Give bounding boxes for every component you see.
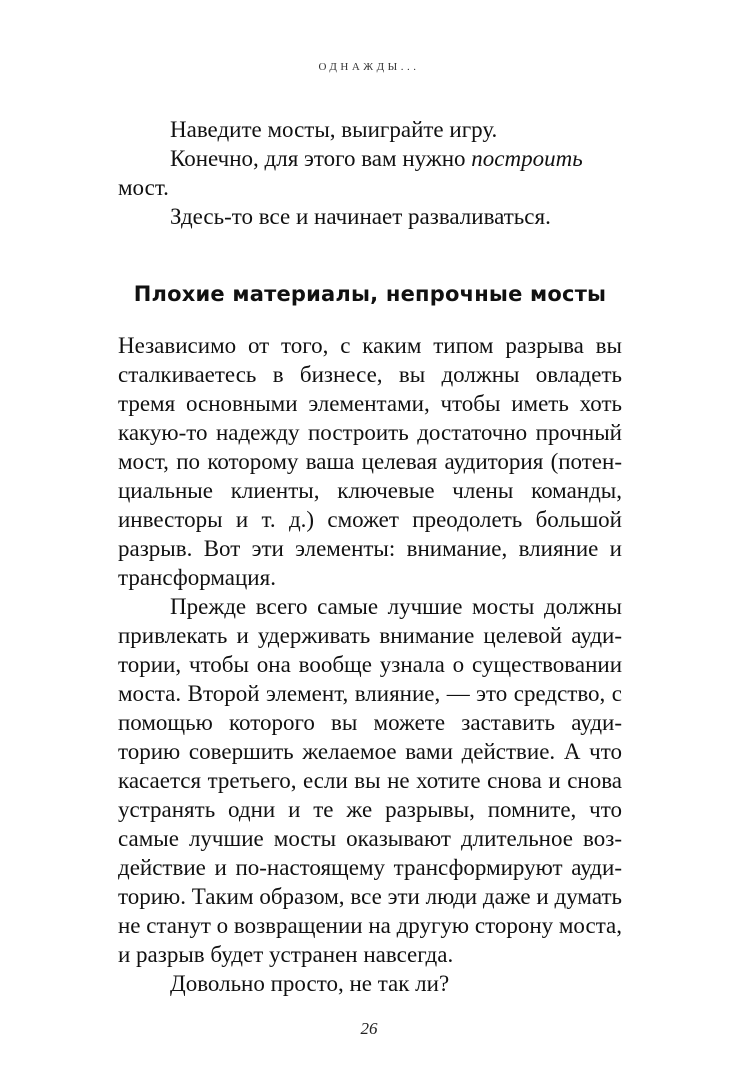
intro-p2-end: мост.: [118, 175, 169, 200]
intro-block: [118, 115, 622, 231]
body-paragraph-1: Независимо от того, с каким типом разрыва вы сталкиваетесь в бизнесе, вы должны овладеть тремя основными элементами, чтобы иметь хоть какую-то надежду построить достаточно прочный мост, по которому ваша целевая аудитория (потенциальные клиенты, ключевые члены команды, инвесторы и т. д.) сможет преодолеть большой разрыв. Вот эти элементы: внимание, влияние и трансформация.: [118, 333, 622, 590]
page-number: 26: [360, 1019, 378, 1038]
section-heading: Плохие материалы, непрочные мосты: [133, 282, 607, 306]
section-body: [118, 331, 622, 998]
running-head: ОДНАЖДЫ...: [318, 61, 420, 73]
intro-paragraph-3: Здесь-то все и начинает разваливаться.: [170, 204, 551, 229]
emphasis-word: построить: [471, 146, 583, 171]
body-paragraph-3: Довольно просто, не так ли?: [170, 971, 450, 996]
intro-p2-start: Конечно, для этого вам нужно: [170, 146, 472, 171]
body-paragraph-2: Прежде всего самые лучшие мосты должны привлекать и удерживать внимание целевой аудитории, чтобы она вообще узнала о существовании моста. Второй элемент, влияние, — это средство, с помощью которого вы можете заставить аудиторию совершить желаемое вами действие. А что касается третьего, если вы не хотите снова и снова устранять одни и те же разрывы, помните, что самые лучшие мосты оказывают длительное воздействие и по-настоящему трансформируют аудиторию. Таким образом, все эти люди даже и думать не станут о возвращении на другую сторону моста, и разрыв будет устранен навсегда.: [118, 594, 623, 967]
intro-paragraph-1: Наведите мосты, выиграйте игру.: [170, 117, 498, 142]
intro-paragraph-2: [118, 144, 622, 202]
